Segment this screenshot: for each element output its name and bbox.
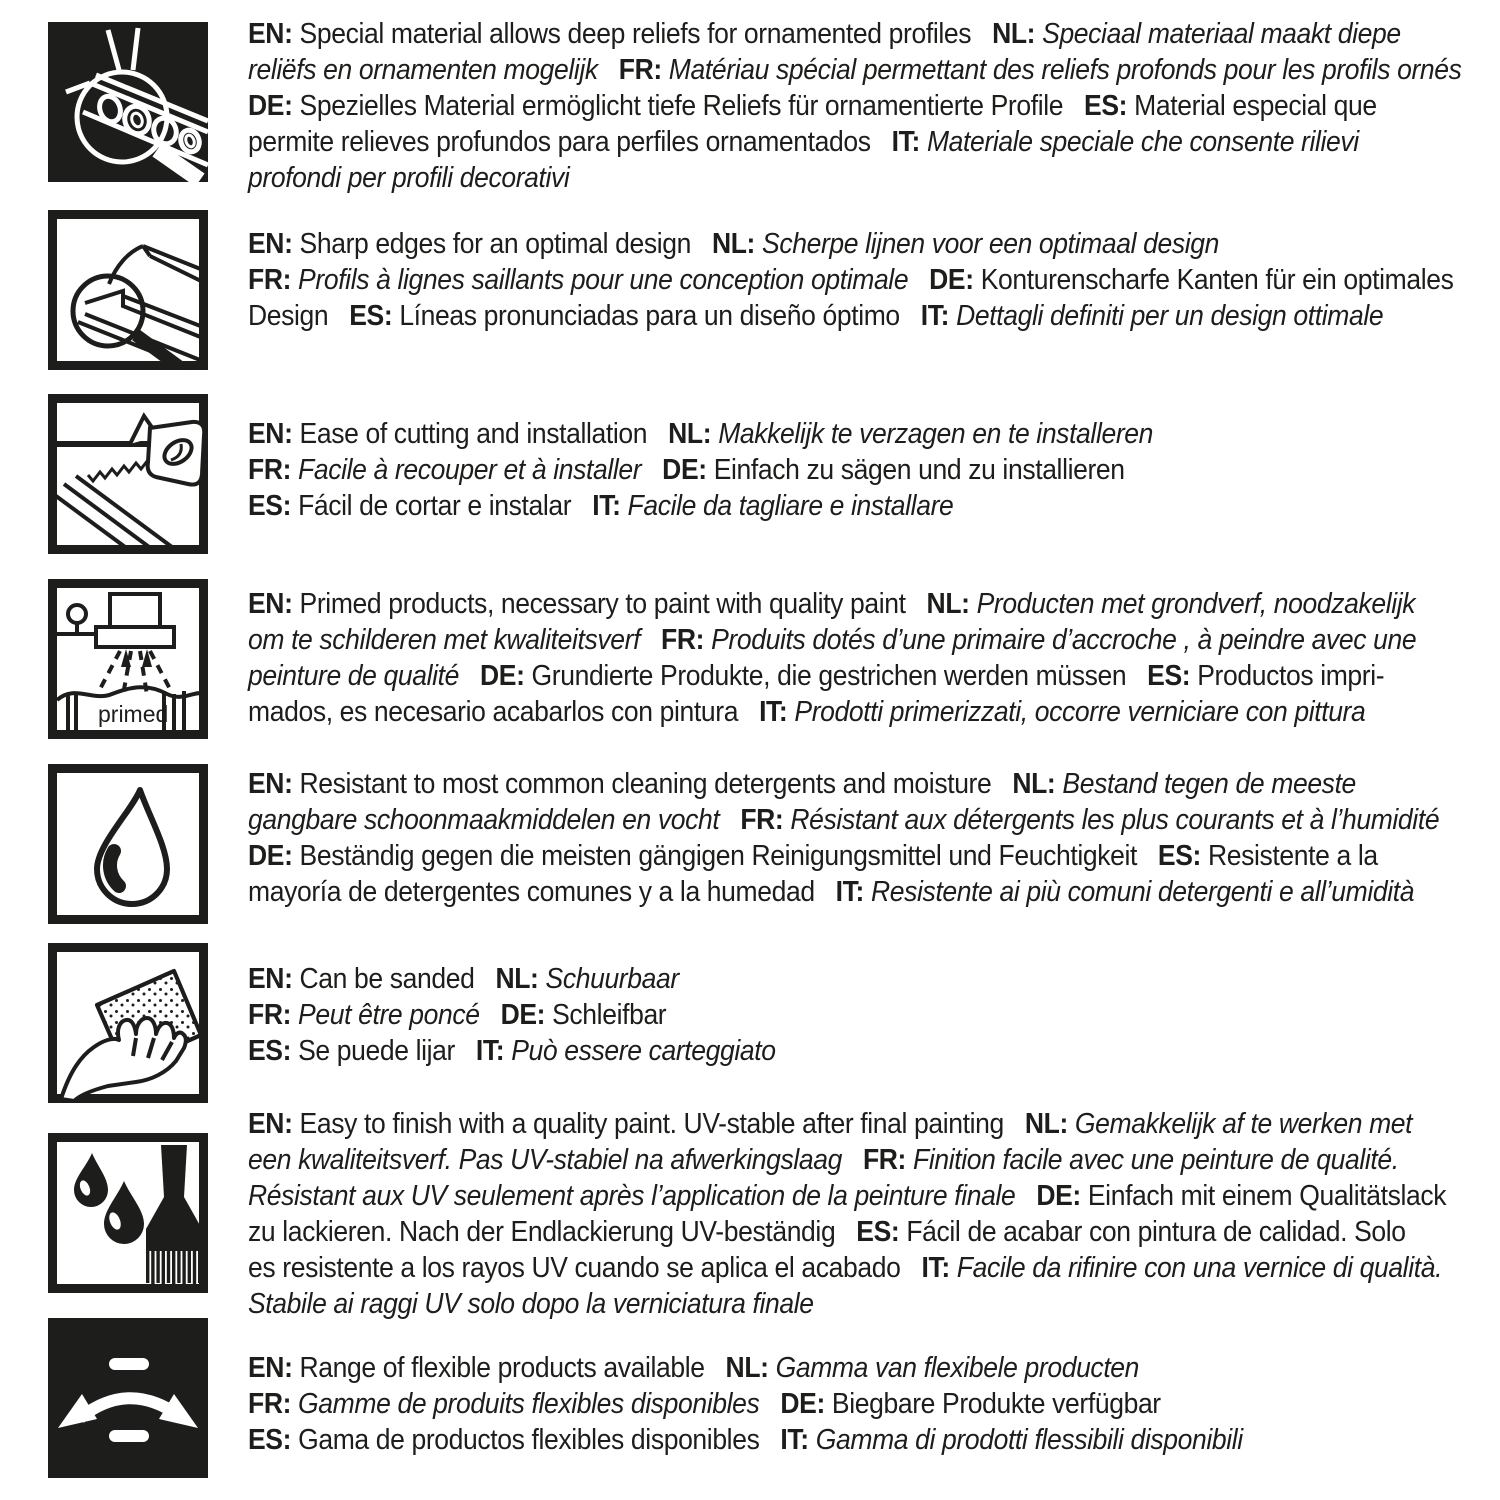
text-line bbox=[248, 416, 1466, 452]
text-line bbox=[248, 88, 1466, 124]
text-line bbox=[248, 658, 1466, 694]
language-text: Se puede lijar bbox=[298, 1035, 455, 1067]
language-label: NL: bbox=[1012, 768, 1056, 800]
ornamented-profile-magnifier-icon bbox=[48, 22, 208, 182]
language-label: FR: bbox=[248, 1388, 292, 1420]
language-text: Sharp edges for an optimal design bbox=[299, 228, 691, 260]
text-line bbox=[248, 452, 1466, 488]
language-label: FR: bbox=[661, 624, 705, 656]
text-line bbox=[248, 802, 1466, 838]
language-text: Finition facile avec une peinture de qualité. bbox=[913, 1144, 1399, 1176]
language-label: DE: bbox=[780, 1388, 825, 1420]
language-text: zu lackieren. Nach der Endlackierung UV-beständig bbox=[248, 1216, 836, 1248]
language-text: Résistant aux UV seulement après l’application de la peinture finale bbox=[248, 1180, 1016, 1212]
moisture-droplet-icon bbox=[48, 764, 208, 924]
language-label: IT: bbox=[920, 300, 950, 332]
language-label: ES: bbox=[349, 300, 393, 332]
language-text: Einfach mit einem Qualitätslack bbox=[1087, 1180, 1447, 1212]
language-label: DE: bbox=[662, 454, 707, 486]
language-text: mados, es necesario acabarlos con pintura bbox=[248, 696, 739, 728]
language-label: IT: bbox=[891, 126, 920, 158]
language-label: IT: bbox=[780, 1424, 809, 1456]
text-line bbox=[248, 874, 1466, 910]
text-line bbox=[248, 488, 1466, 524]
language-label: ES: bbox=[1084, 90, 1128, 122]
language-text: Material especial que bbox=[1134, 90, 1377, 122]
text-line bbox=[248, 226, 1466, 262]
language-label: FR: bbox=[248, 454, 292, 486]
language-label: NL: bbox=[1024, 1108, 1068, 1140]
primed-label: primed bbox=[98, 701, 169, 727]
sanding-hand-icon bbox=[48, 943, 208, 1103]
language-text: een kwaliteitsverf. Pas UV-stabiel na afwerkingslaag bbox=[248, 1144, 843, 1176]
language-text: Stabile ai raggi UV solo dopo la verniciatura finale bbox=[248, 1288, 814, 1320]
language-text: Resistente ai più comuni detergenti e all’umidità bbox=[871, 876, 1415, 908]
text-line bbox=[248, 160, 1466, 196]
language-text: Grundierte Produkte, die gestrichen werden müssen bbox=[531, 660, 1127, 692]
language-text: Peut être poncé bbox=[298, 999, 480, 1031]
sanding-hand-icon bbox=[48, 943, 208, 1103]
language-label: IT: bbox=[921, 1252, 950, 1284]
text-line bbox=[248, 1250, 1466, 1286]
language-text: Resistant to most common cleaning detergents and moisture bbox=[299, 768, 992, 800]
feature-text-cutting bbox=[248, 416, 1466, 524]
language-text: Facile da tagliare e installare bbox=[627, 490, 954, 522]
text-line bbox=[248, 997, 1466, 1033]
language-label: FR: bbox=[862, 1144, 907, 1176]
language-label: EN: bbox=[248, 588, 293, 620]
text-line bbox=[248, 1178, 1466, 1214]
language-label: DE: bbox=[1036, 1180, 1081, 1212]
language-text: Matériau spécial permettant des reliefs profonds pour les profils ornés bbox=[668, 54, 1462, 86]
language-text: Fácil de acabar con pintura de calidad. Solo bbox=[906, 1216, 1406, 1248]
text-line bbox=[248, 838, 1466, 874]
feature-text-deep-reliefs bbox=[248, 16, 1466, 196]
primer-spray-icon bbox=[48, 579, 208, 739]
language-text: Biegbare Produkte verfügbar bbox=[831, 1388, 1161, 1420]
language-text: Bestand tegen de meeste bbox=[1062, 768, 1356, 800]
text-line bbox=[248, 1106, 1466, 1142]
language-text: Résistant aux détergents les plus courants et à l’humidité bbox=[790, 804, 1440, 836]
language-text: Range of flexible products available bbox=[299, 1352, 705, 1384]
saw-cutting-icon bbox=[48, 394, 208, 554]
language-text: Produits dotés d’une primaire d’accroche , à peindre avec une bbox=[711, 624, 1417, 656]
language-text: Beständig gegen die meisten gängigen Reinigungsmittel und Feuchtigkeit bbox=[299, 840, 1137, 872]
language-text: Design bbox=[248, 300, 329, 332]
language-text: Gamme de produits flexibles disponibles bbox=[298, 1388, 760, 1420]
language-label: EN: bbox=[248, 1108, 293, 1140]
language-text: Fácil de cortar e instalar bbox=[298, 490, 572, 522]
language-label: FR: bbox=[248, 264, 292, 296]
text-line bbox=[248, 1350, 1466, 1386]
language-label: NL: bbox=[926, 588, 970, 620]
text-line bbox=[248, 1286, 1466, 1322]
language-text: Productos impri- bbox=[1197, 660, 1385, 692]
language-text: Facile à recouper et à installer bbox=[298, 454, 642, 486]
paint-drops-brush-icon bbox=[48, 1133, 208, 1293]
feature-text-sanding bbox=[248, 961, 1466, 1069]
language-label: EN: bbox=[248, 768, 293, 800]
feature-text-paint-finish bbox=[248, 1106, 1466, 1322]
language-text: Primed products, necessary to paint with quality paint bbox=[299, 588, 906, 620]
language-label: DE: bbox=[500, 999, 546, 1031]
text-line bbox=[248, 961, 1466, 997]
text-line bbox=[248, 622, 1466, 658]
language-text: Schuurbaar bbox=[545, 963, 679, 995]
language-label: FR: bbox=[618, 54, 662, 86]
text-line bbox=[248, 1422, 1466, 1458]
language-text: gangbare schoonmaakmiddelen en vocht bbox=[248, 804, 720, 836]
language-text: Schleifbar bbox=[552, 999, 667, 1031]
language-text: Prodotti primerizzati, occorre verniciare con pittura bbox=[794, 696, 1366, 728]
language-label: DE: bbox=[248, 90, 293, 122]
language-text: reliëfs en ornamenten mogelijk bbox=[248, 54, 598, 86]
language-text: Può essere carteggiato bbox=[511, 1035, 776, 1067]
language-label: DE: bbox=[479, 660, 525, 692]
language-text: Gemakkelijk af te werken met bbox=[1074, 1108, 1413, 1140]
text-line bbox=[248, 586, 1466, 622]
flexible-bend-arrow-icon bbox=[48, 1318, 208, 1478]
text-line bbox=[248, 124, 1466, 160]
language-text: peinture de qualité bbox=[248, 660, 460, 692]
language-label: ES: bbox=[1147, 660, 1191, 692]
language-label: ES: bbox=[856, 1216, 900, 1248]
language-text: Dettagli definiti per un design ottimale bbox=[956, 300, 1384, 332]
language-label: FR: bbox=[740, 804, 784, 836]
language-text: Scherpe lijnen voor een optimaal design bbox=[762, 228, 1220, 260]
language-text: profondi per profili decorativi bbox=[248, 162, 570, 194]
text-line bbox=[248, 262, 1466, 298]
text-line bbox=[248, 694, 1466, 730]
language-text: Producten met grondverf, noodzakelijk bbox=[976, 588, 1416, 620]
language-text: Special material allows deep reliefs for ornamented profiles bbox=[299, 18, 972, 50]
language-text: Gamma van flexibele producten bbox=[775, 1352, 1140, 1384]
language-label: ES: bbox=[248, 490, 292, 522]
language-label: IT: bbox=[475, 1035, 505, 1067]
language-label: EN: bbox=[248, 963, 293, 995]
language-label: NL: bbox=[495, 963, 539, 995]
language-text: Easy to finish with a quality paint. UV-stable after final painting bbox=[299, 1108, 1004, 1140]
ornamented-profile-magnifier-icon bbox=[48, 22, 208, 182]
language-text: Facile da rifinire con una vernice di qualità. bbox=[956, 1252, 1443, 1284]
feature-text-sharp-edges bbox=[248, 226, 1466, 334]
language-text: Spezielles Material ermöglicht tiefe Reliefs für ornamentierte Profile bbox=[299, 90, 1064, 122]
language-label: EN: bbox=[248, 18, 293, 50]
moisture-droplet-icon bbox=[48, 764, 208, 924]
language-text: Profils à lignes saillants pour une conception optimale bbox=[298, 264, 909, 296]
text-line bbox=[248, 298, 1466, 334]
language-label: ES: bbox=[1157, 840, 1201, 872]
language-label: FR: bbox=[248, 999, 292, 1031]
text-line bbox=[248, 766, 1466, 802]
language-label: EN: bbox=[248, 1352, 293, 1384]
language-label: DE: bbox=[248, 840, 293, 872]
paint-drops-brush-icon bbox=[48, 1133, 208, 1293]
language-text: Konturenscharfe Kanten für ein optimales bbox=[980, 264, 1454, 296]
language-label: IT: bbox=[759, 696, 788, 728]
feature-text-flexible bbox=[248, 1350, 1466, 1458]
sharp-edges-magnifier-icon bbox=[48, 210, 208, 370]
text-line bbox=[248, 52, 1466, 88]
flexible-bend-arrow-icon bbox=[48, 1318, 208, 1478]
language-text: permite relieves profundos para perfiles ornamentados bbox=[248, 126, 871, 158]
language-label: ES: bbox=[248, 1035, 292, 1067]
feature-text-moisture bbox=[248, 766, 1466, 910]
text-line bbox=[248, 1214, 1466, 1250]
saw-cutting-icon bbox=[48, 394, 208, 554]
language-text: Makkelijk te verzagen en te installeren bbox=[718, 418, 1154, 450]
text-line bbox=[248, 1386, 1466, 1422]
language-label: EN: bbox=[248, 418, 293, 450]
language-label: IT: bbox=[835, 876, 865, 908]
language-text: Gama de productos flexibles disponibles bbox=[298, 1424, 760, 1456]
language-text: es resistente a los rayos UV cuando se aplica el acabado bbox=[248, 1252, 901, 1284]
language-label: NL: bbox=[711, 228, 756, 260]
language-label: EN: bbox=[248, 228, 293, 260]
language-text: Gamma di prodotti flessibili disponibili bbox=[815, 1424, 1243, 1456]
text-line bbox=[248, 1033, 1466, 1069]
language-label: DE: bbox=[929, 264, 974, 296]
language-label: NL: bbox=[668, 418, 712, 450]
text-line bbox=[248, 1142, 1466, 1178]
language-text: Líneas pronunciadas para un diseño óptimo bbox=[399, 300, 900, 332]
feature-text-primed bbox=[248, 586, 1466, 730]
language-label: NL: bbox=[725, 1352, 769, 1384]
language-label: NL: bbox=[992, 18, 1036, 50]
language-text: Can be sanded bbox=[299, 963, 475, 995]
language-label: IT: bbox=[592, 490, 621, 522]
language-text: Einfach zu sägen und zu installieren bbox=[713, 454, 1125, 486]
language-text: Ease of cutting and installation bbox=[299, 418, 648, 450]
language-text: Speciaal materiaal maakt diepe bbox=[1042, 18, 1401, 50]
language-label: ES: bbox=[248, 1424, 292, 1456]
text-line bbox=[248, 16, 1466, 52]
sharp-edges-magnifier-icon bbox=[48, 210, 208, 370]
language-text: Materiale speciale che consente rilievi bbox=[926, 126, 1359, 158]
language-text: Resistente a la bbox=[1207, 840, 1378, 872]
language-text: mayoría de detergentes comunes y a la humedad bbox=[248, 876, 815, 908]
language-text: om te schilderen met kwaliteitsverf bbox=[248, 624, 641, 656]
